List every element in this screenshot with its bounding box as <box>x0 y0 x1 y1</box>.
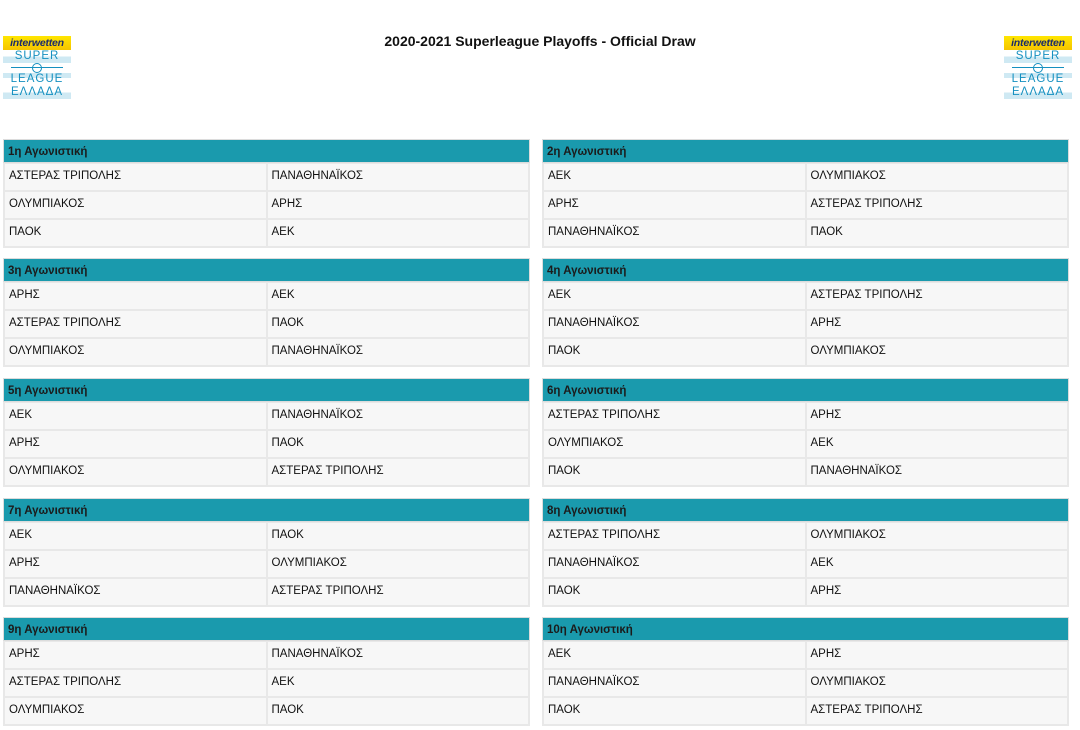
home-team-cell: ΠΑΝΑΘΗΝΑΪΚΟΣ <box>542 551 805 577</box>
home-team-cell: ΠΑΟΚ <box>3 220 266 246</box>
match-row <box>542 459 1069 487</box>
match-row <box>3 431 530 459</box>
away-team-cell: ΑΡΗΣ <box>266 192 531 218</box>
match-row <box>3 579 530 607</box>
home-team-cell: ΠΑΟΚ <box>542 579 805 605</box>
away-team-cell: ΠΑΟΚ <box>266 523 531 549</box>
match-row <box>542 339 1069 367</box>
matchday-block <box>542 617 1069 726</box>
away-team-cell: ΑΕΚ <box>805 431 1070 457</box>
logo-ball-icon <box>3 63 71 73</box>
home-team-cell: ΠΑΝΑΘΗΝΑΪΚΟΣ <box>3 579 266 605</box>
matchday-header: 10η Αγωνιστική <box>542 617 1069 641</box>
home-team-cell: ΠΑΝΑΘΗΝΑΪΚΟΣ <box>542 220 805 246</box>
away-team-cell: ΑΣΤΕΡΑΣ ΤΡΙΠΟΛΗΣ <box>266 459 531 485</box>
home-team-cell: ΑΕΚ <box>3 403 266 429</box>
matchday-header: 8η Αγωνιστική <box>542 498 1069 522</box>
matchday-header: 9η Αγωνιστική <box>3 617 530 641</box>
away-team-cell: ΟΛΥΜΠΙΑΚΟΣ <box>805 670 1070 696</box>
away-team-cell: ΑΡΗΣ <box>805 579 1070 605</box>
away-team-cell: ΠΑΝΑΘΗΝΑΪΚΟΣ <box>266 339 531 365</box>
home-team-cell: ΑΡΗΣ <box>3 431 266 457</box>
away-team-cell: ΠΑΟΚ <box>266 698 531 724</box>
matchday-block <box>3 378 530 487</box>
home-team-cell: ΑΡΗΣ <box>542 192 805 218</box>
home-team-cell: ΑΣΤΕΡΑΣ ΤΡΙΠΟΛΗΣ <box>542 403 805 429</box>
home-team-cell: ΑΣΤΕΡΑΣ ΤΡΙΠΟΛΗΣ <box>3 670 266 696</box>
match-row <box>3 339 530 367</box>
matchday-block <box>3 617 530 726</box>
away-team-cell: ΑΕΚ <box>805 551 1070 577</box>
home-team-cell: ΟΛΥΜΠΙΑΚΟΣ <box>3 698 266 724</box>
match-row <box>3 642 530 670</box>
home-team-cell: ΑΕΚ <box>542 642 805 668</box>
away-team-cell: ΠΑΝΑΘΗΝΑΪΚΟΣ <box>266 403 531 429</box>
home-team-cell: ΑΕΚ <box>542 164 805 190</box>
match-row <box>542 579 1069 607</box>
home-team-cell: ΠΑΝΑΘΗΝΑΪΚΟΣ <box>542 311 805 337</box>
home-team-cell: ΑΡΗΣ <box>3 551 266 577</box>
away-team-cell: ΠΑΟΚ <box>805 220 1070 246</box>
away-team-cell: ΑΣΤΕΡΑΣ ΤΡΙΠΟΛΗΣ <box>805 192 1070 218</box>
match-row <box>542 311 1069 339</box>
match-row <box>542 283 1069 311</box>
match-row <box>3 311 530 339</box>
matchday-header: 7η Αγωνιστική <box>3 498 530 522</box>
logo-sponsor: interwetten <box>3 36 71 50</box>
away-team-cell: ΠΑΝΑΘΗΝΑΪΚΟΣ <box>266 164 531 190</box>
logo-line-country: ΕΛΛΑΔΑ <box>3 86 71 99</box>
home-team-cell: ΑΕΚ <box>542 283 805 309</box>
match-row <box>3 523 530 551</box>
matchday-header: 6η Αγωνιστική <box>542 378 1069 402</box>
matchday-block <box>3 258 530 367</box>
away-team-cell: ΑΣΤΕΡΑΣ ΤΡΙΠΟΛΗΣ <box>805 283 1070 309</box>
logo-line-country: ΕΛΛΑΔΑ <box>1004 86 1072 99</box>
home-team-cell: ΑΕΚ <box>3 523 266 549</box>
matchday-block <box>3 498 530 607</box>
match-row <box>542 164 1069 192</box>
away-team-cell: ΑΡΗΣ <box>805 403 1070 429</box>
logo-line-super: SUPER <box>3 50 71 63</box>
matchday-header: 2η Αγωνιστική <box>542 139 1069 163</box>
home-team-cell: ΑΡΗΣ <box>3 283 266 309</box>
matchday-header: 4η Αγωνιστική <box>542 258 1069 282</box>
logo-ball-icon <box>1004 63 1072 73</box>
matchday-block <box>3 139 530 248</box>
match-row <box>542 220 1069 248</box>
home-team-cell: ΠΑΟΚ <box>542 459 805 485</box>
home-team-cell: ΟΛΥΜΠΙΑΚΟΣ <box>3 192 266 218</box>
away-team-cell: ΠΑΝΑΘΗΝΑΪΚΟΣ <box>805 459 1070 485</box>
away-team-cell: ΑΡΗΣ <box>805 642 1070 668</box>
home-team-cell: ΑΣΤΕΡΑΣ ΤΡΙΠΟΛΗΣ <box>3 311 266 337</box>
away-team-cell: ΑΕΚ <box>266 220 531 246</box>
match-row <box>3 670 530 698</box>
match-row <box>542 192 1069 220</box>
home-team-cell: ΟΛΥΜΠΙΑΚΟΣ <box>3 459 266 485</box>
logo-line-league: LEAGUE <box>3 73 71 86</box>
home-team-cell: ΠΑΟΚ <box>542 698 805 724</box>
away-team-cell: ΠΑΟΚ <box>266 311 531 337</box>
matchday-header: 1η Αγωνιστική <box>3 139 530 163</box>
logo-sponsor: interwetten <box>1004 36 1072 50</box>
away-team-cell: ΑΕΚ <box>266 283 531 309</box>
logo-line-super: SUPER <box>1004 50 1072 63</box>
page-title: 2020-2021 Superleague Playoffs - Official Draw <box>384 33 696 49</box>
home-team-cell: ΠΑΝΑΘΗΝΑΪΚΟΣ <box>542 670 805 696</box>
match-row <box>542 670 1069 698</box>
superleague-logo-left <box>3 36 71 130</box>
match-row <box>542 551 1069 579</box>
matchday-block <box>542 378 1069 487</box>
match-row <box>3 283 530 311</box>
away-team-cell: ΠΑΝΑΘΗΝΑΪΚΟΣ <box>266 642 531 668</box>
home-team-cell: ΑΣΤΕΡΑΣ ΤΡΙΠΟΛΗΣ <box>542 523 805 549</box>
home-team-cell: ΟΛΥΜΠΙΑΚΟΣ <box>542 431 805 457</box>
home-team-cell: ΟΛΥΜΠΙΑΚΟΣ <box>3 339 266 365</box>
matchday-block <box>542 258 1069 367</box>
away-team-cell: ΟΛΥΜΠΙΑΚΟΣ <box>805 339 1070 365</box>
matchday-block <box>542 498 1069 607</box>
matchday-header: 5η Αγωνιστική <box>3 378 530 402</box>
away-team-cell: ΠΑΟΚ <box>266 431 531 457</box>
away-team-cell: ΟΛΥΜΠΙΑΚΟΣ <box>805 164 1070 190</box>
away-team-cell: ΑΡΗΣ <box>805 311 1070 337</box>
match-row <box>542 698 1069 726</box>
away-team-cell: ΑΣΤΕΡΑΣ ΤΡΙΠΟΛΗΣ <box>266 579 531 605</box>
home-team-cell: ΑΣΤΕΡΑΣ ΤΡΙΠΟΛΗΣ <box>3 164 266 190</box>
match-row <box>542 523 1069 551</box>
match-row <box>3 192 530 220</box>
superleague-logo-right <box>1004 36 1072 130</box>
home-team-cell: ΑΡΗΣ <box>3 642 266 668</box>
match-row <box>3 698 530 726</box>
away-team-cell: ΟΛΥΜΠΙΑΚΟΣ <box>805 523 1070 549</box>
match-row <box>542 403 1069 431</box>
away-team-cell: ΟΛΥΜΠΙΑΚΟΣ <box>266 551 531 577</box>
logo-line-league: LEAGUE <box>1004 73 1072 86</box>
match-row <box>3 403 530 431</box>
match-row <box>542 642 1069 670</box>
match-row <box>3 220 530 248</box>
match-row <box>3 551 530 579</box>
match-row <box>3 459 530 487</box>
match-row <box>3 164 530 192</box>
match-row <box>542 431 1069 459</box>
home-team-cell: ΠΑΟΚ <box>542 339 805 365</box>
matchday-block <box>542 139 1069 248</box>
away-team-cell: ΑΣΤΕΡΑΣ ΤΡΙΠΟΛΗΣ <box>805 698 1070 724</box>
matchday-header: 3η Αγωνιστική <box>3 258 530 282</box>
away-team-cell: ΑΕΚ <box>266 670 531 696</box>
